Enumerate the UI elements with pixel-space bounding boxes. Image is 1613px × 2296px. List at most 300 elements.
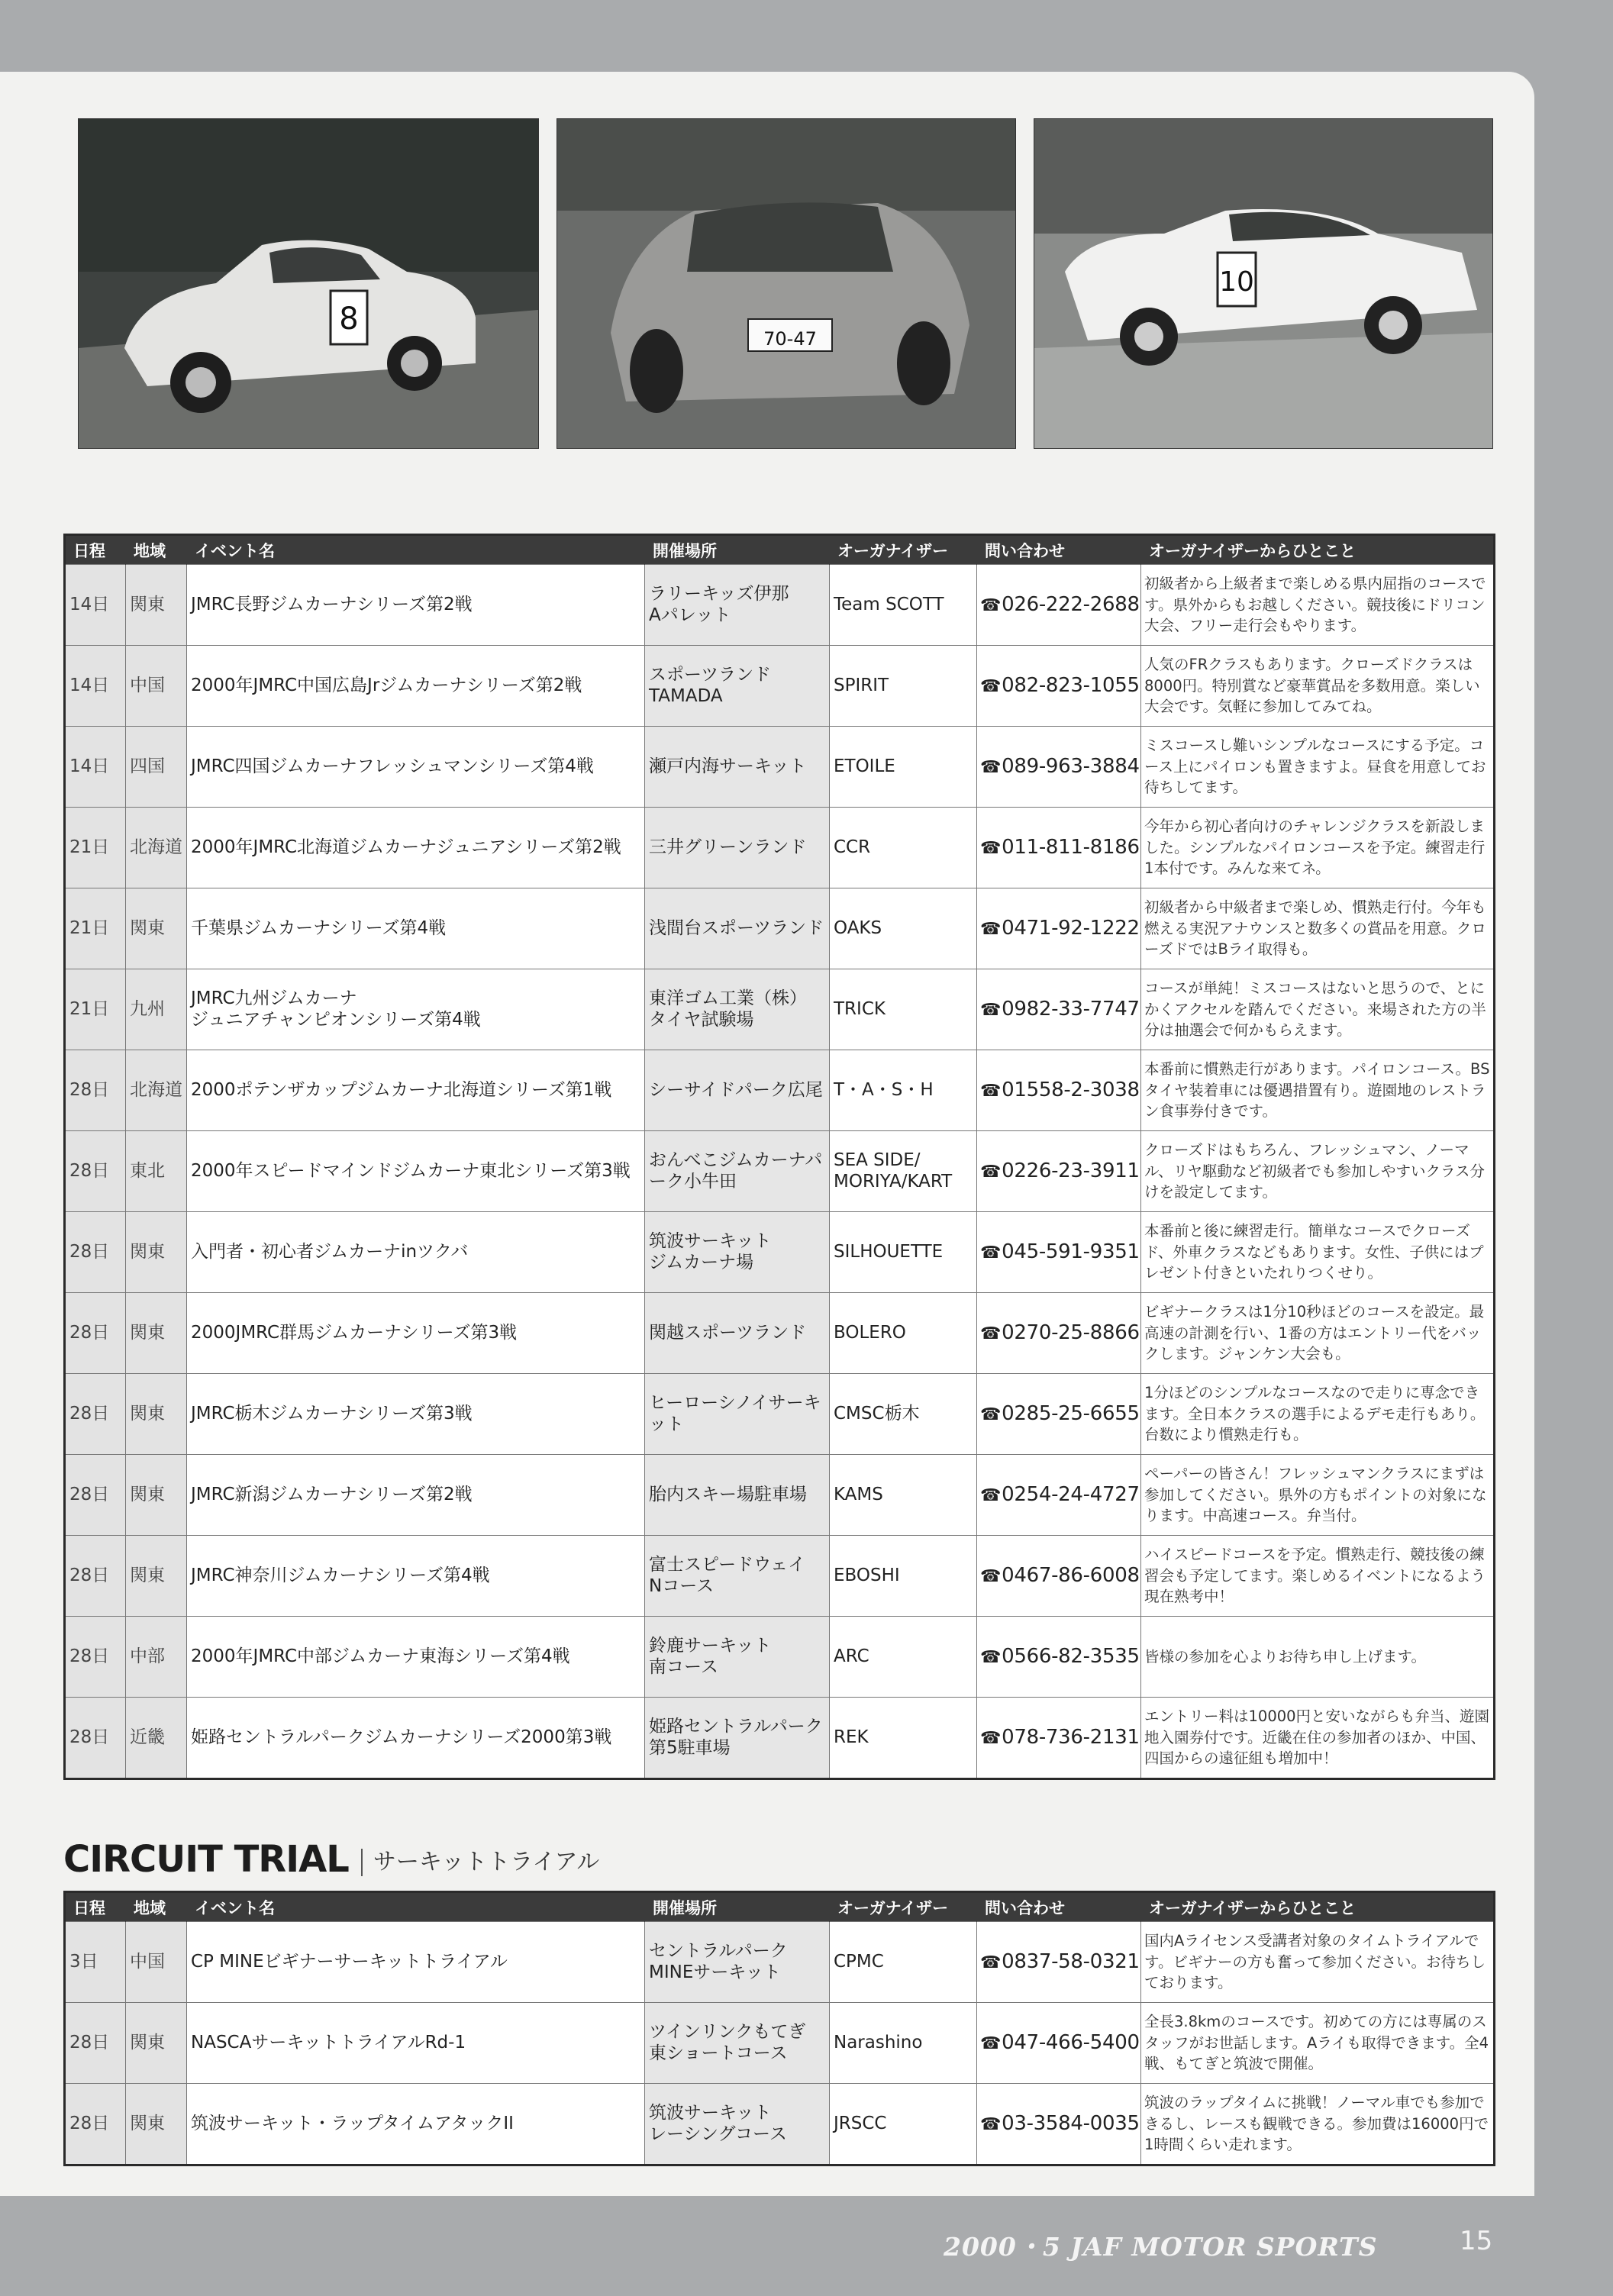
phone-number: 078-736-2131 (1002, 1725, 1140, 1749)
phone-icon: ☎ (980, 1647, 1002, 1667)
phone-number: 0467-86-6008 (1002, 1563, 1140, 1587)
event-venue (645, 646, 830, 727)
event-area-text: 関東 (130, 917, 165, 938)
organizer-comment (1141, 727, 1495, 808)
organizer-comment (1141, 646, 1495, 727)
event-area-text: 関東 (130, 2032, 165, 2053)
event-area-text: 九州 (130, 998, 165, 1019)
event-area (126, 646, 187, 727)
organizer-comment (1141, 1536, 1495, 1617)
gymkhana-table-body (65, 565, 1495, 1779)
phone-icon: ☎ (980, 1081, 1002, 1101)
event-phone (977, 888, 1141, 969)
event-area-text: 中国 (130, 675, 165, 695)
organizer-comment (1141, 888, 1495, 969)
event-venue-text: シーサイドパーク広尾 (649, 1079, 823, 1100)
event-phone (977, 1293, 1141, 1374)
organizer-comment (1141, 1922, 1495, 2003)
event-date-text: 21日 (69, 917, 110, 938)
table-row (65, 1212, 1495, 1293)
col-header-venue: 開催場所 (645, 1892, 830, 1922)
event-venue-text: スポーツランド TAMADA (649, 664, 772, 706)
event-date-text: 28日 (69, 1646, 110, 1666)
table-row (65, 969, 1495, 1050)
event-venue-text: 関越スポーツランド (649, 1322, 807, 1343)
event-venue (645, 969, 830, 1050)
phone-icon: ☎ (980, 2114, 1002, 2134)
table-row (65, 1698, 1495, 1779)
event-area-text: 関東 (130, 1241, 165, 1262)
event-area-text: 北海道 (130, 1079, 182, 1100)
event-organizer-text: REK (834, 1727, 869, 1747)
coupe-car-photo (1034, 118, 1493, 449)
event-name (187, 1212, 645, 1293)
event-organizer (830, 1455, 977, 1536)
event-venue (645, 1374, 830, 1455)
car-number: 10 (1219, 266, 1254, 298)
phone-number: 0566-82-3535 (1002, 1644, 1140, 1668)
event-venue (645, 808, 830, 888)
event-name (187, 2084, 645, 2165)
event-venue-text: おんべこジムカーナパーク小牛田 (649, 1150, 823, 1192)
event-date-text: 14日 (69, 675, 110, 695)
event-area-text: 中部 (130, 1646, 165, 1666)
event-area (126, 1455, 187, 1536)
event-date-text: 28日 (69, 2113, 110, 2133)
table-row (65, 2084, 1495, 2165)
col-header-event: イベント名 (187, 1892, 645, 1922)
event-date (65, 808, 126, 888)
event-organizer-text: CCR (834, 837, 871, 857)
event-name (187, 1536, 645, 1617)
event-organizer (830, 727, 977, 808)
organizer-comment (1141, 1455, 1495, 1536)
event-phone (977, 1698, 1141, 1779)
organizer-comment-text: 初級者から中級者まで楽しめ、慣熟走行付。今年も燃える実況アナウンスと数多くの賞品を用意。クローズドではBライ取得も。 (1144, 898, 1486, 959)
phone-number: 026-222-2688 (1002, 592, 1140, 616)
event-area-text: 北海道 (130, 837, 182, 857)
event-organizer (830, 1374, 977, 1455)
phone-icon: ☎ (980, 757, 1002, 777)
organizer-comment-text: 全長3.8kmのコースです。初めての方には専属のスタッフがお世話します。Aライも取得できます。全4戦、もてぎと筑波で開催。 (1144, 2012, 1489, 2073)
event-phone (977, 1212, 1141, 1293)
event-organizer-text: JRSCC (834, 2113, 887, 2133)
event-area (126, 2084, 187, 2165)
event-venue-text: 三井グリーンランド (649, 837, 807, 857)
phone-number: 0226-23-3911 (1002, 1159, 1140, 1182)
event-name (187, 1455, 645, 1536)
event-organizer-text: CPMC (834, 1951, 884, 1972)
organizer-comment-text: 皆様の参加を心よりお待ち申し上げます。 (1144, 1647, 1426, 1666)
event-venue (645, 1617, 830, 1698)
event-date (65, 2084, 126, 2165)
phone-icon: ☎ (980, 2033, 1002, 2053)
event-organizer-text: Narashino (834, 2032, 923, 2053)
event-organizer (830, 565, 977, 646)
event-organizer-text: ARC (834, 1646, 869, 1666)
event-organizer-text: EBOSHI (834, 1565, 900, 1585)
event-organizer (830, 1698, 977, 1779)
event-venue (645, 1536, 830, 1617)
table-row (65, 1131, 1495, 1212)
phone-number: 0285-25-6655 (1002, 1401, 1140, 1425)
col-header-contact: 問い合わせ (977, 535, 1141, 565)
organizer-comment-text: クローズドはもちろん、フレッシュマン、ノーマル、リヤ駆動など初級者でも参加しやすいクラス分けを設定してます。 (1144, 1140, 1485, 1201)
circuit-trial-heading (63, 1838, 599, 1881)
car-number: 8 (339, 302, 359, 337)
event-venue-text: 鈴鹿サーキット 南コース (649, 1635, 772, 1677)
event-name-text: 筑波サーキット・ラップタイムアタックII (191, 2113, 514, 2133)
event-name-text: JMRC四国ジムカーナフレッシュマンシリーズ第4戦 (191, 756, 594, 776)
event-organizer (830, 646, 977, 727)
event-date-text: 14日 (69, 594, 110, 614)
event-area-text: 関東 (130, 1403, 165, 1424)
event-area (126, 969, 187, 1050)
col-header-area: 地域 (126, 535, 187, 565)
organizer-comment (1141, 1293, 1495, 1374)
event-organizer (830, 1212, 977, 1293)
event-area (126, 1131, 187, 1212)
table-row (65, 888, 1495, 969)
event-organizer (830, 1050, 977, 1131)
event-date-text: 21日 (69, 998, 110, 1019)
event-area-text: 関東 (130, 1322, 165, 1343)
organizer-comment (1141, 808, 1495, 888)
col-header-event: イベント名 (187, 535, 645, 565)
event-venue (645, 1455, 830, 1536)
event-area (126, 1536, 187, 1617)
col-header-area: 地域 (126, 1892, 187, 1922)
event-area-text: 四国 (130, 756, 165, 776)
event-date (65, 888, 126, 969)
event-phone (977, 1617, 1141, 1698)
table-row (65, 1293, 1495, 1374)
event-organizer-text: ETOILE (834, 756, 895, 776)
organizer-comment (1141, 1374, 1495, 1455)
event-name-text: 2000年JMRC中国広島Jrジムカーナシリーズ第2戦 (191, 675, 582, 695)
event-name-text: 2000年JMRC北海道ジムカーナジュニアシリーズ第2戦 (191, 837, 621, 857)
circuit-table-body (65, 1922, 1495, 2165)
organizer-comment (1141, 2003, 1495, 2084)
phone-number: 01558-2-3038 (1002, 1078, 1140, 1101)
organizer-comment (1141, 1050, 1495, 1131)
event-date (65, 1455, 126, 1536)
event-venue (645, 888, 830, 969)
event-phone (977, 1374, 1141, 1455)
event-date (65, 2003, 126, 2084)
event-phone (977, 2003, 1141, 2084)
col-header-date: 日程 (65, 1892, 126, 1922)
phone-icon: ☎ (980, 919, 1002, 939)
magazine-issue: 2000・5 JAF MOTOR SPORTS (944, 2232, 1378, 2262)
phone-number: 0254-24-4727 (1002, 1482, 1140, 1506)
organizer-comment-text: 1分ほどのシンプルなコースなので走りに専念できます。全日本クラスの選手によるデモ走行もあり。台数により慣熟走行も。 (1144, 1383, 1486, 1444)
event-name (187, 1617, 645, 1698)
event-venue (645, 1293, 830, 1374)
event-name-text: NASCAサーキットトライアルRd-1 (191, 2032, 466, 2053)
phone-number: 045-591-9351 (1002, 1240, 1140, 1263)
organizer-comment-text: コースが単純！ミスコースはないと思うので、とにかくアクセルを踏んでください。来場された方の半分は抽選会で何かもらえます。 (1144, 979, 1486, 1040)
event-date-text: 3日 (69, 1951, 98, 1972)
event-name-text: 2000年スピードマインドジムカーナ東北シリーズ第3戦 (191, 1160, 631, 1181)
event-date-text: 28日 (69, 1079, 110, 1100)
event-name-text: JMRC長野ジムカーナシリーズ第2戦 (191, 594, 473, 614)
event-area (126, 1374, 187, 1455)
phone-number: 011-811-8186 (1002, 835, 1140, 859)
event-area-text: 関東 (130, 2113, 165, 2133)
organizer-comment (1141, 1212, 1495, 1293)
phone-icon: ☎ (980, 1243, 1002, 1262)
event-organizer (830, 1617, 977, 1698)
event-name-text: JMRC栃木ジムカーナシリーズ第3戦 (191, 1403, 473, 1424)
event-area (126, 808, 187, 888)
event-date (65, 1293, 126, 1374)
organizer-comment-text: 初級者から上級者まで楽しめる県内屈指のコースです。県外からもお越しください。競技後にドリコン大会、フリー走行会もやります。 (1144, 574, 1486, 635)
event-name (187, 1374, 645, 1455)
phone-number: 047-466-5400 (1002, 2030, 1140, 2054)
phone-icon: ☎ (980, 676, 1002, 696)
phone-number: 0471-92-1222 (1002, 916, 1140, 940)
table-row (65, 1536, 1495, 1617)
col-header-organizer: オーガナイザー (830, 1892, 977, 1922)
event-name (187, 646, 645, 727)
event-area-text: 東北 (130, 1160, 165, 1181)
event-venue (645, 727, 830, 808)
phone-number: 0837-58-0321 (1002, 1949, 1140, 1973)
phone-icon: ☎ (980, 1324, 1002, 1343)
event-venue-text: ツインリンクもてぎ 東ショートコース (649, 2021, 806, 2063)
event-phone (977, 808, 1141, 888)
event-date (65, 1536, 126, 1617)
event-date (65, 1131, 126, 1212)
license-plate: 70-47 (763, 328, 817, 350)
event-date (65, 969, 126, 1050)
event-venue-text: ラリーキッズ伊那 Aパレット (649, 583, 789, 625)
event-area (126, 2003, 187, 2084)
table-row (65, 1050, 1495, 1131)
event-phone (977, 2084, 1141, 2165)
organizer-comment-text: ミスコースし難いシンプルなコースにする予定。コース上にパイロンも置きますよ。昼食を用意してお待ちしてます。 (1144, 736, 1486, 797)
event-area-text: 近畿 (130, 1727, 165, 1747)
phone-icon: ☎ (980, 1566, 1002, 1586)
event-phone (977, 1455, 1141, 1536)
table-row (65, 808, 1495, 888)
event-date (65, 1922, 126, 2003)
event-area (126, 1922, 187, 2003)
event-name (187, 1922, 645, 2003)
event-organizer (830, 1922, 977, 2003)
event-phone (977, 1050, 1141, 1131)
event-phone (977, 646, 1141, 727)
event-organizer (830, 808, 977, 888)
event-date-text: 28日 (69, 1484, 110, 1504)
event-venue-text: 瀬戸内海サーキット (649, 756, 807, 776)
event-venue (645, 1131, 830, 1212)
phone-icon: ☎ (980, 1162, 1002, 1182)
event-venue (645, 2084, 830, 2165)
col-header-date: 日程 (65, 535, 126, 565)
event-area-text: 関東 (130, 1565, 165, 1585)
event-date-text: 28日 (69, 1241, 110, 1262)
table-row (65, 565, 1495, 646)
event-organizer (830, 1293, 977, 1374)
event-date (65, 1212, 126, 1293)
event-phone (977, 1536, 1141, 1617)
event-area (126, 1617, 187, 1698)
table-row (65, 1617, 1495, 1698)
event-phone (977, 969, 1141, 1050)
organizer-comment-text: 本番前と後に練習走行。簡単なコースでクローズド、外車クラスなどもあります。女性、子供にはプレゼント付きといたれりつくせり。 (1144, 1221, 1484, 1282)
table-row (65, 2003, 1495, 2084)
col-header-contact: 問い合わせ (977, 1892, 1141, 1922)
event-phone (977, 565, 1141, 646)
event-name (187, 1050, 645, 1131)
col-header-organizer: オーガナイザー (830, 535, 977, 565)
event-venue (645, 565, 830, 646)
event-name (187, 1131, 645, 1212)
page-footer (0, 2227, 1613, 2265)
event-date-text: 21日 (69, 837, 110, 857)
event-area (126, 1050, 187, 1131)
table-row (65, 1374, 1495, 1455)
event-phone (977, 1922, 1141, 2003)
event-organizer-text: SPIRIT (834, 675, 889, 695)
event-venue-text: 東洋ゴム工業（株） タイヤ試験場 (649, 988, 807, 1030)
event-organizer-text: TRICK (834, 998, 886, 1019)
phone-icon: ☎ (980, 1728, 1002, 1748)
phone-number: 082-823-1055 (1002, 673, 1140, 697)
event-name (187, 727, 645, 808)
event-name (187, 969, 645, 1050)
organizer-comment-text: 本番前に慣熟走行があります。パイロンコース。BSタイヤ装着車には優遇措置有り。遊園地のレストラン食事券付きです。 (1144, 1059, 1490, 1121)
phone-icon: ☎ (980, 1000, 1002, 1020)
event-venue-text: 浅間台スポーツランド (649, 917, 824, 938)
event-venue-text: セントラルパーク MINEサーキット (649, 1940, 788, 1982)
event-venue (645, 1922, 830, 2003)
event-date-text: 14日 (69, 756, 110, 776)
table-row (65, 727, 1495, 808)
event-name-text: JMRC神奈川ジムカーナシリーズ第4戦 (191, 1565, 490, 1585)
phone-icon: ☎ (980, 595, 1002, 615)
event-venue-text: ヒーローシノイサーキット (649, 1392, 821, 1434)
event-organizer (830, 1536, 977, 1617)
event-venue-text: 姫路セントラルパーク 第5駐車場 (649, 1716, 823, 1758)
table-row (65, 1922, 1495, 2003)
event-phone (977, 727, 1141, 808)
col-header-comment: オーガナイザーからひとこと (1141, 535, 1495, 565)
event-date (65, 1050, 126, 1131)
event-venue-text: 筑波サーキット ジムカーナ場 (649, 1230, 772, 1272)
organizer-comment-text: ハイスピードコースを予定。慣熟走行、競技後の練習会も予定してます。楽しめるイベントになるよう現在熟考中！ (1144, 1545, 1486, 1606)
event-organizer-text: SILHOUETTE (834, 1241, 944, 1262)
organizer-comment-text: 筑波のラップタイムに挑戦！ノーマル車でも参加できるし、レースも観戦できる。参加費は16000円で1時間くらい走れます。 (1144, 2093, 1489, 2154)
phone-icon: ☎ (980, 1953, 1002, 1972)
organizer-comment (1141, 1617, 1495, 1698)
event-date-text: 28日 (69, 1160, 110, 1181)
page-number: 15 (1460, 2226, 1493, 2256)
event-name-text: 2000年JMRC中部ジムカーナ東海シリーズ第4戦 (191, 1646, 570, 1666)
organizer-comment (1141, 2084, 1495, 2165)
event-date (65, 646, 126, 727)
event-area-text: 中国 (130, 1951, 165, 1972)
event-phone (977, 1131, 1141, 1212)
event-organizer (830, 969, 977, 1050)
event-area (126, 727, 187, 808)
event-name (187, 2003, 645, 2084)
event-venue (645, 2003, 830, 2084)
event-date (65, 727, 126, 808)
gymkhana-event-table (63, 534, 1495, 1780)
organizer-comment (1141, 969, 1495, 1050)
event-date (65, 565, 126, 646)
event-organizer-text: KAMS (834, 1484, 883, 1504)
event-area-text: 関東 (130, 594, 165, 614)
event-organizer-text: CMSC栃木 (834, 1403, 920, 1424)
event-name-text: 2000JMRC群馬ジムカーナシリーズ第3戦 (191, 1322, 518, 1343)
col-header-venue: 開催場所 (645, 535, 830, 565)
sports-car-photo (556, 118, 1016, 449)
phone-icon: ☎ (980, 1404, 1002, 1424)
event-organizer-text: T・A・S・H (834, 1079, 934, 1100)
event-venue-text: 富士スピードウェイ Nコース (649, 1554, 806, 1596)
event-date (65, 1374, 126, 1455)
phone-number: 089-963-3884 (1002, 754, 1140, 778)
section-title-en: CIRCUIT TRIAL (63, 1838, 349, 1881)
event-organizer-text: BOLERO (834, 1322, 906, 1343)
event-name-text: JMRC新潟ジムカーナシリーズ第2戦 (191, 1484, 473, 1504)
event-venue (645, 1050, 830, 1131)
event-date-text: 28日 (69, 1403, 110, 1424)
event-name-text: JMRC九州ジムカーナ ジュニアチャンピオンシリーズ第4戦 (191, 988, 481, 1030)
organizer-comment-text: 今年から初心者向けのチャレンジクラスを新設しました。シンプルなパイロンコースを予定。練習走行1本付です。みんな来てネ。 (1144, 817, 1486, 878)
phone-number: 0982-33-7747 (1002, 997, 1140, 1021)
event-date (65, 1617, 126, 1698)
table-header-row (65, 1892, 1495, 1922)
event-date (65, 1698, 126, 1779)
event-organizer (830, 2003, 977, 2084)
title-divider (361, 1849, 363, 1876)
event-name (187, 1698, 645, 1779)
phone-number: 03-3584-0035 (1002, 2111, 1140, 2135)
organizer-comment (1141, 1131, 1495, 1212)
event-area (126, 1698, 187, 1779)
event-area (126, 1212, 187, 1293)
circuit-trial-event-table (63, 1891, 1495, 2166)
event-date-text: 28日 (69, 1322, 110, 1343)
event-name-text: 入門者・初心者ジムカーナinツクバ (191, 1241, 469, 1262)
col-header-comment: オーガナイザーからひとこと (1141, 1892, 1495, 1922)
event-name (187, 1293, 645, 1374)
event-date-text: 28日 (69, 2032, 110, 2053)
table-header-row (65, 535, 1495, 565)
table-row (65, 1455, 1495, 1536)
table-row (65, 646, 1495, 727)
event-venue (645, 1212, 830, 1293)
phone-icon: ☎ (980, 1485, 1002, 1505)
event-venue-text: 筑波サーキット レーシングコース (649, 2102, 787, 2144)
event-name-text: 2000ポテンザカップジムカーナ北海道シリーズ第1戦 (191, 1079, 612, 1100)
event-venue (645, 1698, 830, 1779)
event-venue-text: 胎内スキー場駐車場 (649, 1484, 807, 1504)
event-area-text: 関東 (130, 1484, 165, 1504)
organizer-comment-text: エントリー料は10000円と安いながらも弁当、遊園地入園券付です。近畿在住の参加者のほか、中国、四国からの遠征組も増加中！ (1144, 1707, 1490, 1768)
organizer-comment-text: 人気のFRクラスもあります。クローズドクラスは8000円。特別賞など豪華賞品を多数用意。楽しい大会です。気軽に参加してみてね。 (1144, 655, 1480, 716)
section-title-jp: サーキットトライアル (373, 1849, 600, 1875)
event-area (126, 888, 187, 969)
event-organizer (830, 888, 977, 969)
event-name-text: 千葉県ジムカーナシリーズ第4戦 (191, 917, 447, 938)
organizer-comment-text: ペーパーの皆さん！フレッシュマンクラスにまずは参加してください。県外の方もポイントの対象になります。中高速コース。弁当付。 (1144, 1464, 1487, 1525)
